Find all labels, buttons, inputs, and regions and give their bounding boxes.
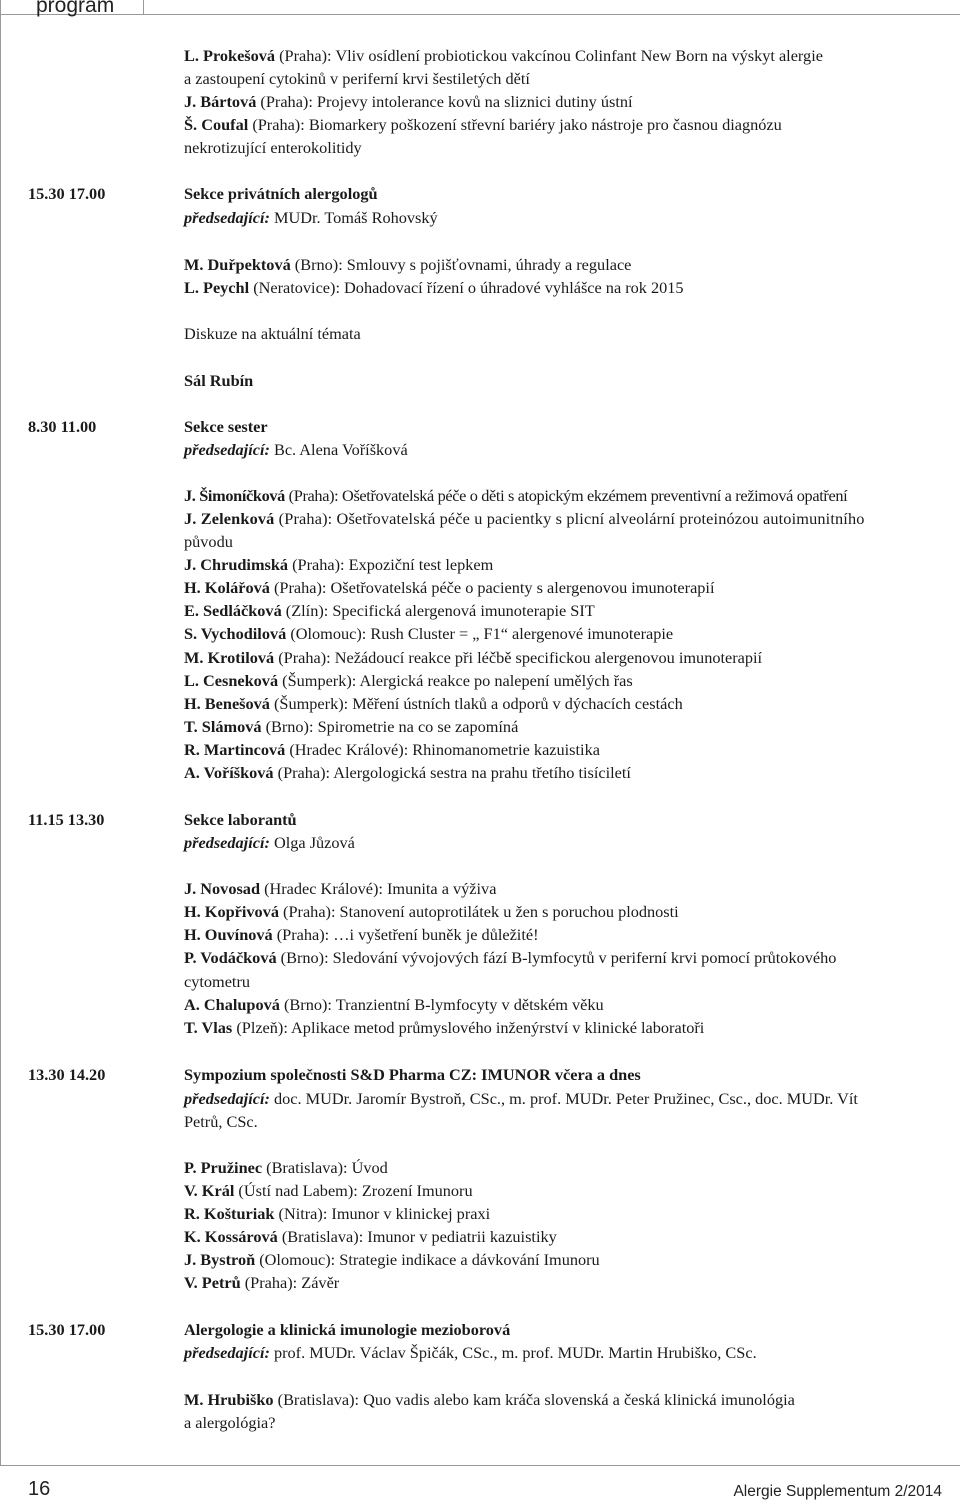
talk-line: J. Chrudimská (Praha): Expoziční test lepkem xyxy=(184,555,494,574)
talk-line: V. Král (Ústí nad Labem): Zrození Imunoru xyxy=(184,1181,473,1200)
discussion-line: Diskuze na aktuální témata xyxy=(184,324,361,343)
session-chair: předsedající: Bc. Alena Voříšková xyxy=(184,440,408,459)
session-chair-cont: Petrů, CSc. xyxy=(184,1112,258,1131)
talk-line: E. Sedláčková (Zlín): Specifická alergenová imunoterapie SIT xyxy=(184,601,595,620)
session-time: 8.30 11.00 xyxy=(28,417,97,436)
talk-line: T. Slámová (Brno): Spirometrie na co se zapomíná xyxy=(184,717,519,736)
talk-line: K. Kossárová (Bratislava): Imunor v pediatrii kazuistiky xyxy=(184,1227,557,1246)
talk-line: V. Petrů (Praha): Závěr xyxy=(184,1273,340,1292)
session-title: Sekce sester xyxy=(184,417,268,436)
talk-line: H. Kopřivová (Praha): Stanovení autoprotilátek u žen s poruchou plodnosti xyxy=(184,902,679,921)
talk-line: T. Vlas (Plzeň): Aplikace metod průmyslového inženýrství v klinické laboratoři xyxy=(184,1018,705,1037)
session-title: Sekce laborantů xyxy=(184,810,297,829)
talk-line: J. Bártová (Praha): Projevy intolerance kovů na sliznici dutiny ústní xyxy=(184,92,633,111)
talk-line: J. Šimoníčková (Praha): Ošetřovatelská péče o děti s atopickým ekzémem preventivní a režimová opatření xyxy=(184,486,848,505)
session-chair: předsedající: prof. MUDr. Václav Špičák, CSc., m. prof. MUDr. Martin Hrubiško, CSc. xyxy=(184,1343,757,1362)
frame-top-rule xyxy=(0,14,960,15)
session-title: Alergologie a klinická imunologie mezioborová xyxy=(184,1320,511,1339)
talk-line: a zastoupení cytokinů v periferní krvi šestiletých dětí xyxy=(184,69,530,88)
talk-line: H. Kolářová (Praha): Ošetřovatelská péče o pacienty s alergenovou imunoterapií xyxy=(184,578,715,597)
frame-header-divider xyxy=(143,0,144,15)
talk-line: H. Benešová (Šumperk): Měření ústních tlaků a odporů v dýchacích cestách xyxy=(184,694,683,713)
talk-line: J. Bystroň (Olomouc): Strategie indikace a dávkování Imunoru xyxy=(184,1250,600,1269)
talk-line: M. Krotilová (Praha): Nežádoucí reakce při léčbě specifickou alergenovou imunoterapií xyxy=(184,648,763,667)
talk-line: nekrotizující enterokolitidy xyxy=(184,138,362,157)
talk-line: původu xyxy=(184,532,233,551)
session-title: Sekce privátních alergologů xyxy=(184,184,378,203)
session-chair: předsedající: doc. MUDr. Jaromír Bystroň, CSc., m. prof. MUDr. Peter Pružinec, Csc., doc. MUDr. Vít xyxy=(184,1089,858,1108)
frame-left-rule xyxy=(0,0,1,1466)
talk-line: R. Košturiak (Nitra): Imunor v klinickej praxi xyxy=(184,1204,491,1223)
session-time: 11.15 13.30 xyxy=(28,810,105,829)
talk-line: L. Prokešová (Praha): Vliv osídlení probiotickou vakcínou Colinfant New Born na výskyt alergie xyxy=(184,46,823,65)
session-title: Sympozium společnosti S&D Pharma CZ: IMUNOR včera a dnes xyxy=(184,1065,641,1084)
session-time: 15.30 17.00 xyxy=(28,1320,106,1339)
session-chair: předsedající: MUDr. Tomáš Rohovský xyxy=(184,208,438,227)
journal-name: Alergie Supplementum 2/2014 xyxy=(733,1483,942,1500)
talk-line: H. Ouvínová (Praha): …i vyšetření buněk je důležité! xyxy=(184,925,539,944)
talk-line: S. Vychodilová (Olomouc): Rush Cluster = „ F1“ alergenové imunoterapie xyxy=(184,624,674,643)
talk-line: P. Vodáčková (Brno): Sledování vývojových fází B-lymfocytů v periferní krvi pomocí průtokového xyxy=(184,948,837,967)
talk-line: P. Pružinec (Bratislava): Úvod xyxy=(184,1158,388,1177)
talk-line: A. Voříšková (Praha): Alergologická sestra na prahu třetího tisíciletí xyxy=(184,763,631,782)
room-label: Sál Rubín xyxy=(184,371,254,390)
talk-line: a alergológia? xyxy=(184,1413,276,1432)
page-number: 16 xyxy=(28,1478,51,1500)
talk-line: Š. Coufal (Praha): Biomarkery poškození střevní bariéry jako nástroje pro časnou diagnózu xyxy=(184,115,782,134)
talk-line: J. Zelenková (Praha): Ošetřovatelská péče u pacientky s plicní alveolární proteinózou autoimunitního xyxy=(184,509,865,528)
session-time: 13.30 14.20 xyxy=(28,1065,106,1084)
session-time: 15.30 17.00 xyxy=(28,184,106,203)
frame-bottom-rule xyxy=(0,1465,960,1466)
talk-line: R. Martincová (Hradec Králové): Rhinomanometrie kazuistika xyxy=(184,740,600,759)
talk-line: cytometru xyxy=(184,972,251,991)
talk-line: M. Duřpektová (Brno): Smlouvy s pojišťovnami, úhrady a regulace xyxy=(184,255,632,274)
talk-line: L. Peychl (Neratovice): Dohadovací řízení o úhradové vyhlášce na rok 2015 xyxy=(184,278,684,297)
section-header: program xyxy=(36,0,115,17)
talk-line: A. Chalupová (Brno): Tranzientní B-lymfocyty v dětském věku xyxy=(184,995,604,1014)
session-chair: předsedající: Olga Jůzová xyxy=(184,833,355,852)
talk-line: L. Cesneková (Šumperk): Alergická reakce po nalepení umělých řas xyxy=(184,671,633,690)
talk-line: M. Hrubiško (Bratislava): Quo vadis alebo kam kráča slovenská a česká klinická imunológia xyxy=(184,1390,795,1409)
talk-line: J. Novosad (Hradec Králové): Imunita a výživa xyxy=(184,879,497,898)
